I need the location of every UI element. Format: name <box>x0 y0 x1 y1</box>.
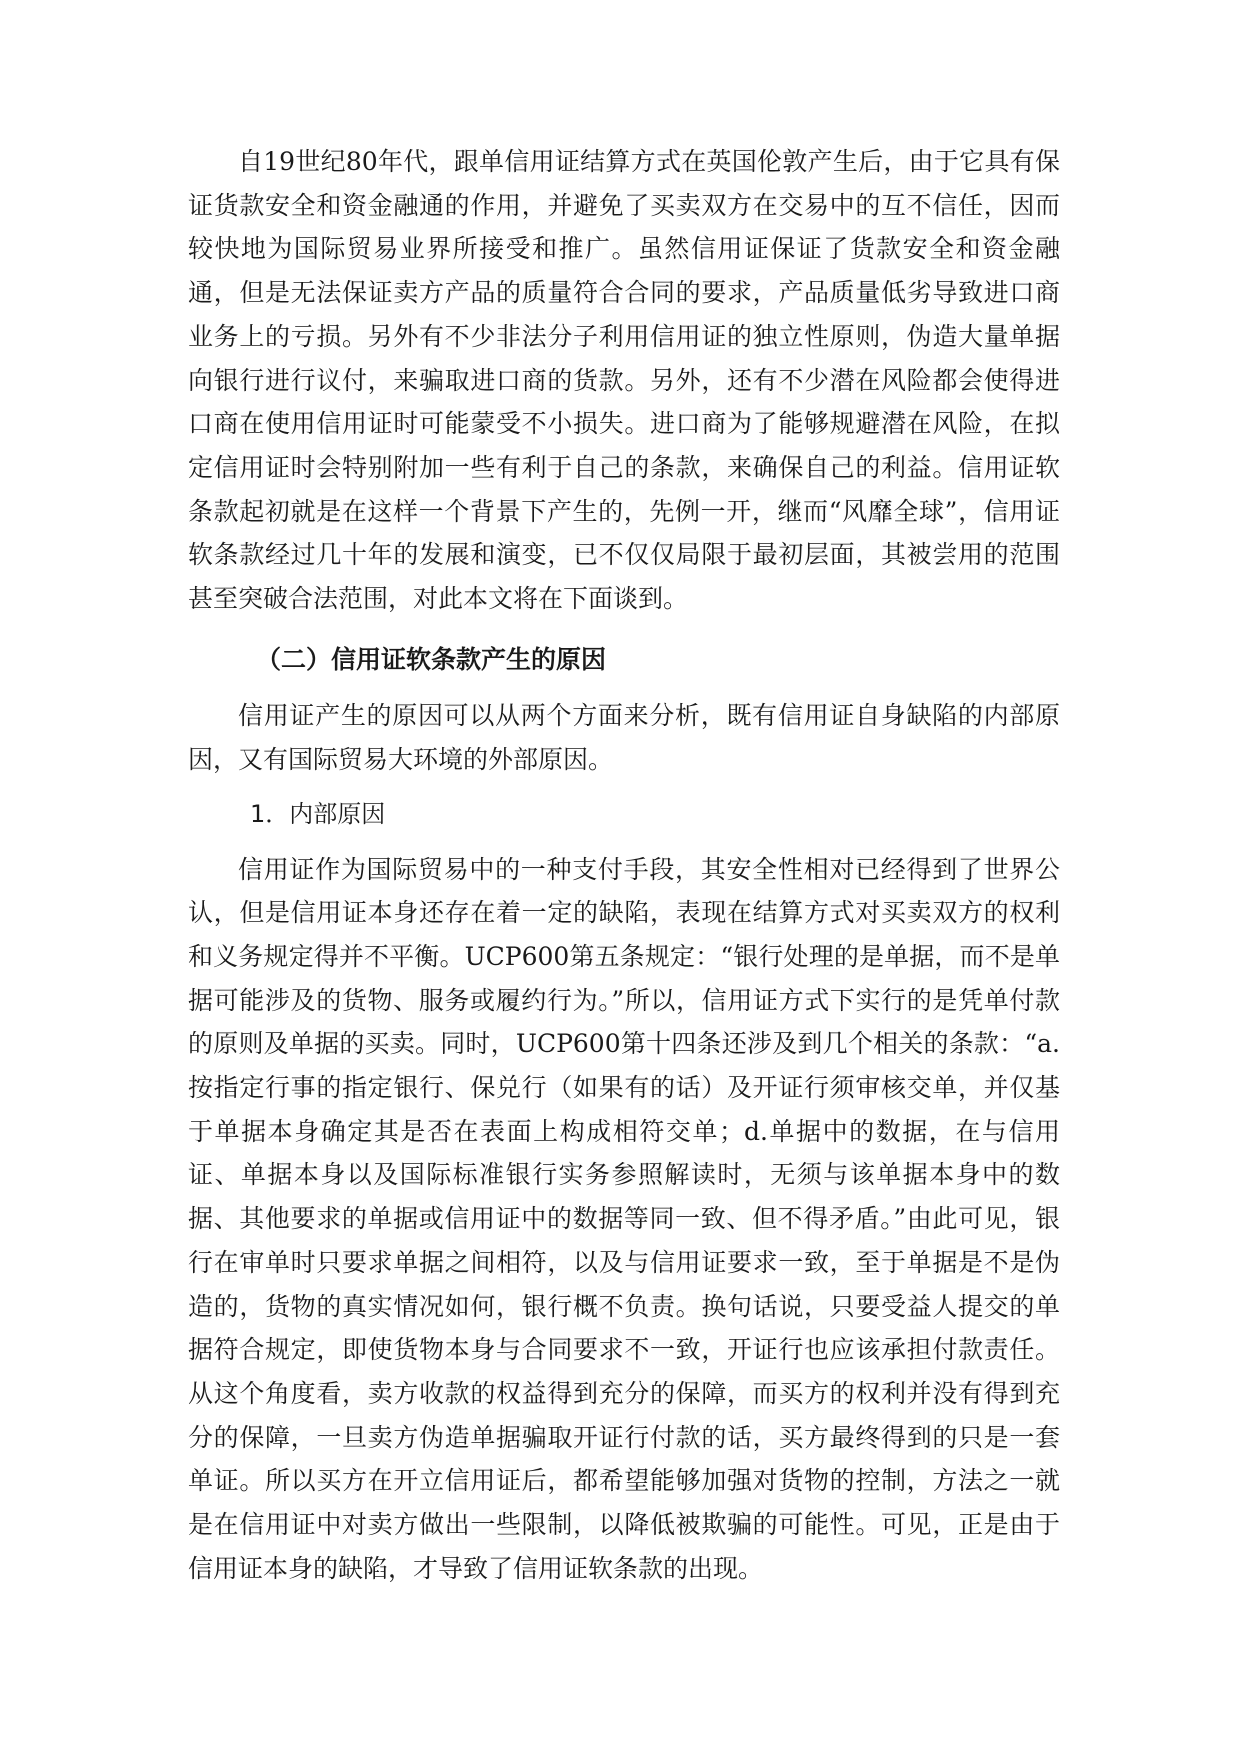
document-page <box>188 140 1060 1591</box>
body-paragraph: 信用证作为国际贸易中的一种支付手段，其安全性相对已经得到了世界公认，但是信用证本身还存在着一定的缺陷，表现在结算方式对买卖双方的权利和义务规定得并不平衡。UCP600第五条规定：“银行处理的是单据，而不是单据可能涉及的货物、服务或履约行为。”所以，信用证方式下实行的是凭单付款的原则及单据的买卖。同时，UCP600第十四条还涉及到几个相关的条款：“a.按指定行事的指定银行、保兑行（如果有的话）及开证行须审核交单，并仅基于单据本身确定其是否在表面上构成相符交单；d.单据中的数据，在与信用证、单据本身以及国际标准银行实务参照解读时，无须与该单据本身中的数据、其他要求的单据或信用证中的数据等同一致、但不得矛盾。”由此可见，银行在审单时只要求单据之间相符，以及与信用证要求一致，至于单据是不是伪造的，货物的真实情况如何，银行概不负责。换句话说，只要受益人提交的单据符合规定，即使货物本身与合同要求不一致，开证行也应该承担付款责任。从这个角度看，卖方收款的权益得到充分的保障，而买方的权利并没有得到充分的保障，一旦卖方伪造单据骗取开证行付款的话，买方最终得到的只是一套单证。所以买方在开立信用证后，都希望能够加强对货物的控制，方法之一就是在信用证中对卖方做出一些限制，以降低被欺骗的可能性。可见，正是由于信用证本身的缺陷，才导致了信用证软条款的出现。 <box>188 854 1060 1583</box>
section-heading: （二）信用证软条款产生的原因 <box>256 644 607 674</box>
subsection-heading: 1．内部原因 <box>250 799 386 828</box>
body-paragraph: 信用证产生的原因可以从两个方面来分析，既有信用证自身缺陷的内部原因，又有国际贸易大环境的外部原因。 <box>188 701 1060 775</box>
body-paragraph: 自19世纪80年代，跟单信用证结算方式在英国伦敦产生后，由于它具有保证货款安全和资金融通的作用，并避免了买卖双方在交易中的互不信任，因而较快地为国际贸易业界所接受和推广。虽然信用证保证了货款安全和资金融通，但是无法保证卖方产品的质量符合合同的要求，产品质量低劣导致进口商业务上的亏损。另外有不少非法分子利用信用证的独立性原则，伪造大量单据向银行进行议付，来骗取进口商的货款。另外，还有不少潜在风险都会使得进口商在使用信用证时可能蒙受不小损失。进口商为了能够规避潜在风险，在拟定信用证时会特别附加一些有利于自己的条款，来确保自己的利益。信用证软条款起初就是在这样一个背景下产生的，先例一开，继而“风靡全球”，信用证软条款经过几十年的发展和演变，已不仅仅局限于最初层面，其被尝用的范围甚至突破合法范围，对此本文将在下面谈到。 <box>188 147 1060 614</box>
